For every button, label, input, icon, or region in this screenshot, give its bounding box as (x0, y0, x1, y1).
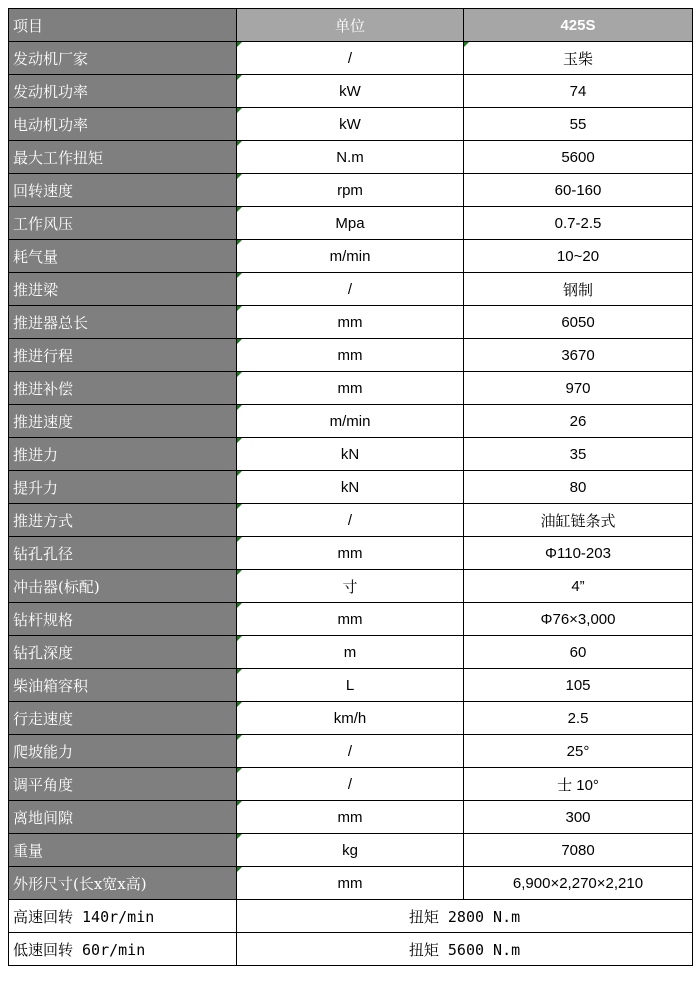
cell-marker (237, 735, 242, 740)
spec-table (8, 8, 693, 966)
table-row (9, 438, 693, 471)
spec-value: Φ110-203 (464, 537, 693, 570)
spec-unit: mm (237, 603, 464, 636)
spec-value: 4” (464, 570, 693, 603)
spec-name: 推进补偿 (9, 372, 237, 405)
spec-name: 推进梁 (9, 273, 237, 306)
spec-value: 3670 (464, 339, 693, 372)
table-row (9, 240, 693, 273)
table-row (9, 867, 693, 900)
cell-marker (237, 141, 242, 146)
spec-value: 油缸链条式 (464, 504, 693, 537)
spec-unit: kN (237, 471, 464, 504)
spec-unit: / (237, 735, 464, 768)
spec-name: 离地间隙 (9, 801, 237, 834)
spec-value: 55 (464, 108, 693, 141)
cell-marker (237, 108, 242, 113)
cell-marker (237, 372, 242, 377)
spec-name: 钻孔孔径 (9, 537, 237, 570)
spec-value: 士 10° (464, 768, 693, 801)
spec-unit: 寸 (237, 570, 464, 603)
spec-unit: m/min (237, 240, 464, 273)
cell-marker (237, 537, 242, 542)
cell-marker (237, 471, 242, 476)
spec-name: 调平角度 (9, 768, 237, 801)
spec-name: 爬坡能力 (9, 735, 237, 768)
cell-marker (237, 669, 242, 674)
note-label: 低速回转 60r/min (9, 933, 237, 966)
spec-value: 74 (464, 75, 693, 108)
header-item: 项目 (9, 9, 237, 42)
spec-value: 5600 (464, 141, 693, 174)
spec-value: 25° (464, 735, 693, 768)
spec-unit: mm (237, 537, 464, 570)
spec-unit: mm (237, 801, 464, 834)
table-row (9, 42, 693, 75)
spec-unit: mm (237, 339, 464, 372)
note-value: 扭矩 5600 N.m (237, 933, 693, 966)
cell-marker (237, 504, 242, 509)
spec-value: 10~20 (464, 240, 693, 273)
cell-marker (237, 867, 242, 872)
cell-marker (464, 42, 469, 47)
spec-unit: m (237, 636, 464, 669)
spec-name: 推进速度 (9, 405, 237, 438)
spec-name: 工作风压 (9, 207, 237, 240)
cell-marker (237, 240, 242, 245)
table-row (9, 207, 693, 240)
table-row (9, 108, 693, 141)
spec-name: 重量 (9, 834, 237, 867)
spec-unit: / (237, 768, 464, 801)
table-row (9, 273, 693, 306)
spec-value: 玉柴 (464, 42, 693, 75)
spec-unit: mm (237, 867, 464, 900)
table-row (9, 768, 693, 801)
spec-value: 105 (464, 669, 693, 702)
spec-name: 钻杆规格 (9, 603, 237, 636)
table-row (9, 834, 693, 867)
table-row (9, 735, 693, 768)
table-row (9, 339, 693, 372)
spec-name: 柴油箱容积 (9, 669, 237, 702)
table-row (9, 372, 693, 405)
cell-marker (237, 702, 242, 707)
table-row (9, 537, 693, 570)
table-row (9, 471, 693, 504)
spec-name: 电动机功率 (9, 108, 237, 141)
table-row (9, 603, 693, 636)
spec-unit: N.m (237, 141, 464, 174)
spec-unit: / (237, 42, 464, 75)
cell-marker (237, 636, 242, 641)
spec-unit: mm (237, 372, 464, 405)
note-row (9, 933, 693, 966)
header-row (9, 9, 693, 42)
spec-value: 35 (464, 438, 693, 471)
spec-name: 钻孔深度 (9, 636, 237, 669)
spec-name: 推进方式 (9, 504, 237, 537)
spec-unit: mm (237, 306, 464, 339)
table-row (9, 636, 693, 669)
spec-value: 钢制 (464, 273, 693, 306)
spec-value: 2.5 (464, 702, 693, 735)
cell-marker (237, 801, 242, 806)
spec-value: 60 (464, 636, 693, 669)
table-row (9, 801, 693, 834)
spec-value: 60-160 (464, 174, 693, 207)
table-row (9, 306, 693, 339)
spec-name: 发动机功率 (9, 75, 237, 108)
spec-name: 发动机厂家 (9, 42, 237, 75)
header-model: 425S (464, 9, 693, 42)
cell-marker (237, 207, 242, 212)
spec-value: Φ76×3,000 (464, 603, 693, 636)
note-row (9, 900, 693, 933)
table-row (9, 141, 693, 174)
cell-marker (237, 306, 242, 311)
spec-unit: kW (237, 108, 464, 141)
cell-marker (237, 273, 242, 278)
note-value: 扭矩 2800 N.m (237, 900, 693, 933)
table-row (9, 570, 693, 603)
cell-marker (237, 174, 242, 179)
spec-value: 970 (464, 372, 693, 405)
spec-name: 耗气量 (9, 240, 237, 273)
table-row (9, 504, 693, 537)
spec-name: 最大工作扭矩 (9, 141, 237, 174)
note-label: 高速回转 140r/min (9, 900, 237, 933)
spec-value: 6050 (464, 306, 693, 339)
table-row (9, 174, 693, 207)
spec-unit: Mpa (237, 207, 464, 240)
cell-marker (237, 405, 242, 410)
spec-unit: L (237, 669, 464, 702)
cell-marker (237, 768, 242, 773)
spec-name: 外形尺寸(长x宽x高) (9, 867, 237, 900)
spec-unit: km/h (237, 702, 464, 735)
spec-name: 冲击器(标配) (9, 570, 237, 603)
spec-unit: / (237, 273, 464, 306)
table-row (9, 405, 693, 438)
spec-unit: kW (237, 75, 464, 108)
header-unit: 单位 (237, 9, 464, 42)
spec-value: 0.7-2.5 (464, 207, 693, 240)
table-row (9, 702, 693, 735)
spec-value: 26 (464, 405, 693, 438)
cell-marker (237, 834, 242, 839)
spec-unit: / (237, 504, 464, 537)
spec-name: 推进器总长 (9, 306, 237, 339)
cell-marker (237, 570, 242, 575)
spec-value: 300 (464, 801, 693, 834)
spec-unit: rpm (237, 174, 464, 207)
spec-name: 行走速度 (9, 702, 237, 735)
spec-unit: kg (237, 834, 464, 867)
spec-name: 提升力 (9, 471, 237, 504)
spec-value: 80 (464, 471, 693, 504)
cell-marker (237, 42, 242, 47)
spec-value: 7080 (464, 834, 693, 867)
cell-marker (237, 438, 242, 443)
spec-unit: m/min (237, 405, 464, 438)
spec-name: 回转速度 (9, 174, 237, 207)
table-row (9, 75, 693, 108)
spec-value: 6,900×2,270×2,210 (464, 867, 693, 900)
cell-marker (237, 339, 242, 344)
cell-marker (237, 603, 242, 608)
cell-marker (237, 75, 242, 80)
spec-name: 推进力 (9, 438, 237, 471)
table-row (9, 669, 693, 702)
spec-unit: kN (237, 438, 464, 471)
spec-name: 推进行程 (9, 339, 237, 372)
